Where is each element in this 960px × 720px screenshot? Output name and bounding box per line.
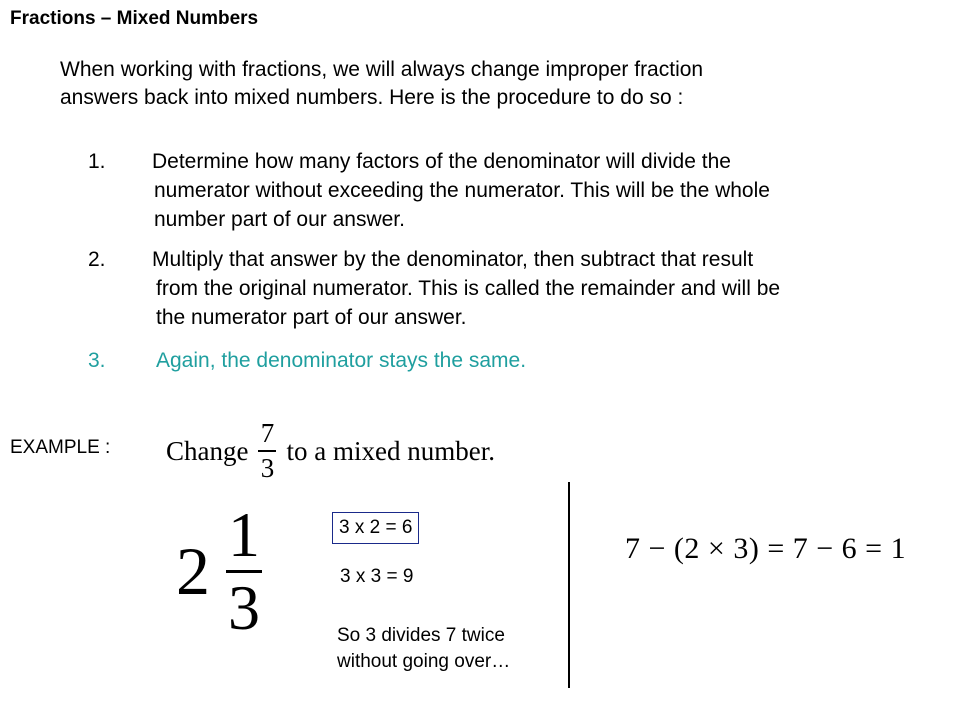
step-text-line: Multiply that answer by the denominator, then subtract that result — [152, 248, 754, 271]
fraction-numerator: 7 — [260, 418, 275, 448]
example-prefix: Change — [166, 435, 249, 466]
explanation-note — [337, 623, 510, 675]
note-line: without going over… — [337, 651, 511, 672]
intro-line: When working with fractions, we will always change improper fraction — [60, 58, 704, 81]
note-line: So 3 divides 7 twice — [337, 625, 505, 646]
example-label: EXAMPLE : — [10, 437, 111, 458]
step-3 — [88, 346, 526, 375]
mixed-numerator: 1 — [228, 498, 260, 570]
step-number: 1. — [88, 150, 106, 173]
step-text-line: from the original numerator. This is called the remainder and will be — [156, 277, 781, 300]
mixed-denominator: 3 — [228, 571, 260, 643]
step-text-line: numerator without exceeding the numerator. This will be the whole — [154, 179, 770, 202]
mixed-whole: 2 — [176, 533, 210, 609]
page-title: Fractions – Mixed Numbers — [10, 8, 259, 29]
calc-box: 3 x 2 = 6 — [332, 512, 419, 544]
remainder-equation: 7 − (2 × 3) = 7 − 6 = 1 — [625, 532, 907, 565]
vertical-divider — [568, 482, 570, 688]
intro-line: answers back into mixed numbers. Here is the procedure to do so : — [60, 86, 684, 109]
mixed-number-answer — [176, 498, 272, 643]
example-fraction — [258, 420, 276, 482]
fraction-denominator: 3 — [260, 453, 275, 483]
step-1 — [88, 147, 770, 234]
step-2 — [88, 245, 780, 332]
mixed-fraction — [226, 498, 262, 643]
step-text-line: number part of our answer. — [154, 208, 405, 231]
step-number: 3. — [88, 349, 106, 372]
example-suffix: to a mixed number. — [286, 435, 495, 466]
step-text-line: Determine how many factors of the denominator will divide the — [152, 150, 731, 173]
step-text-line: the numerator part of our answer. — [156, 306, 467, 329]
step-text-line: Again, the denominator stays the same. — [156, 349, 527, 372]
intro-paragraph — [60, 56, 920, 112]
example-problem — [166, 418, 495, 484]
calc-line: 3 x 3 = 9 — [340, 566, 414, 587]
step-number: 2. — [88, 248, 106, 271]
